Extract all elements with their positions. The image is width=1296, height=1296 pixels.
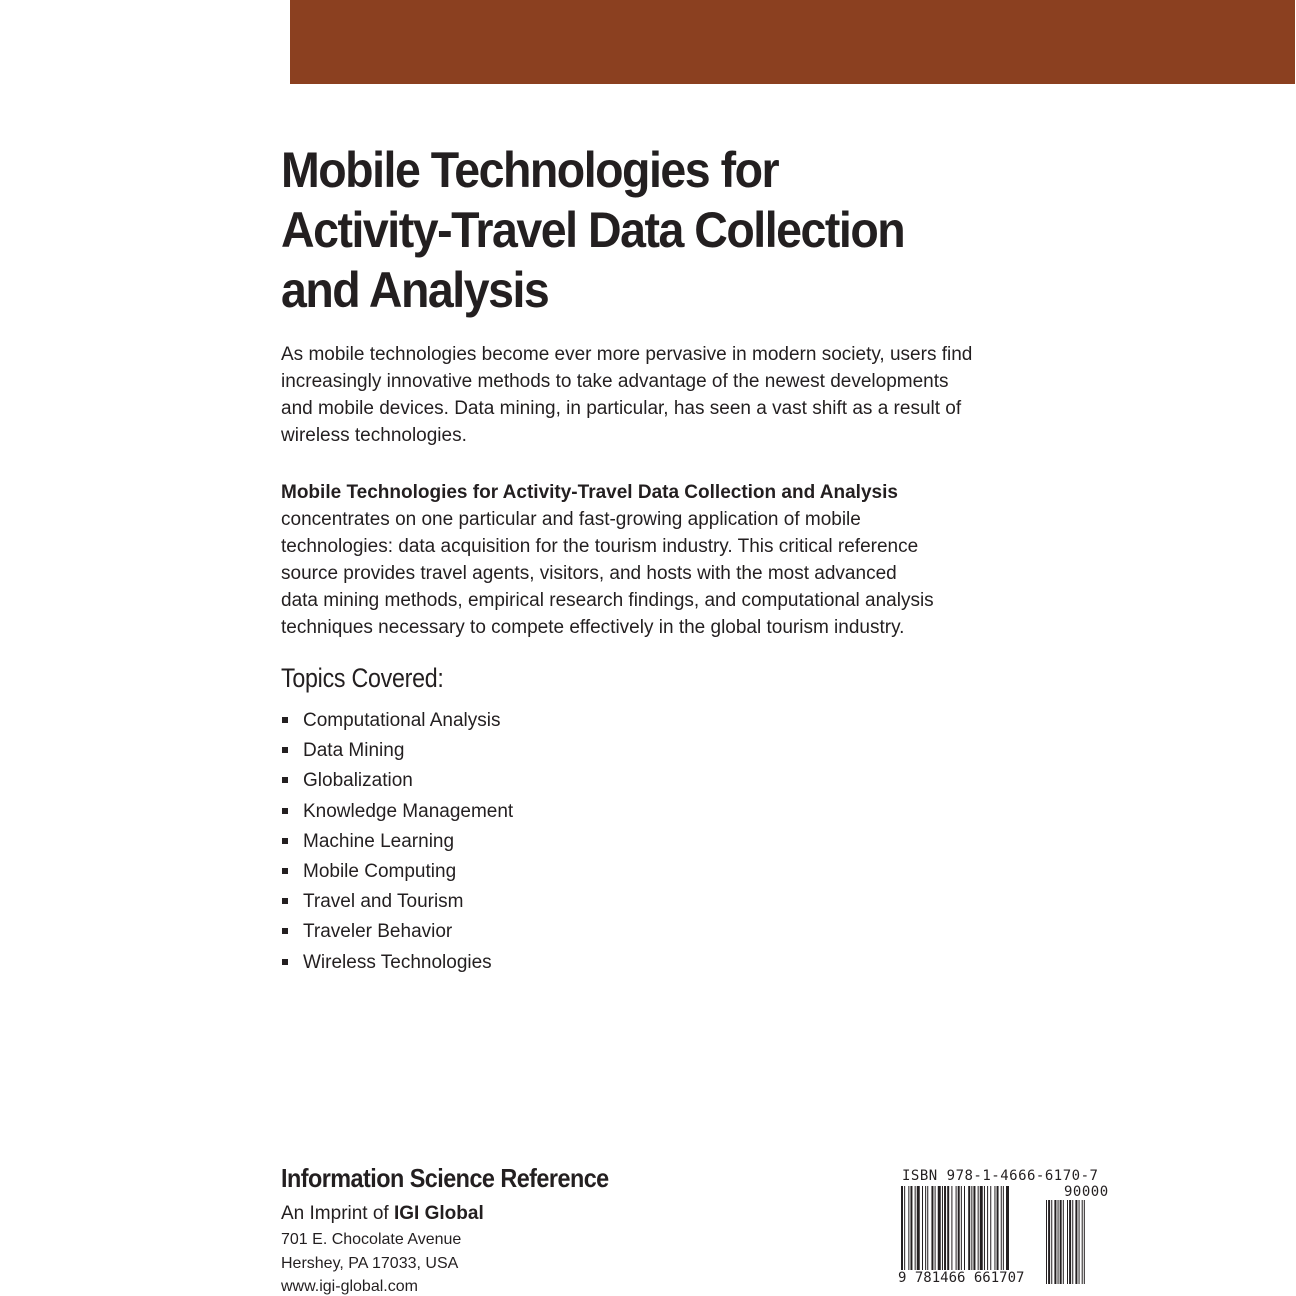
imprint-name: IGI Global [394, 1203, 484, 1224]
paragraph-line: wireless technologies. [281, 425, 467, 446]
paragraph-line: increasingly innovative methods to take advantage of the newest developments [281, 371, 949, 392]
barcode-addon-bar [1048, 1200, 1050, 1284]
barcode-bar [964, 1186, 965, 1274]
topic-item: Globalization [281, 766, 513, 796]
summary-paragraph [281, 479, 1041, 641]
square-bullet-icon [282, 868, 288, 874]
imprint-line: An Imprint of IGI Global [281, 1203, 484, 1224]
publisher-website: www.igi-global.com [281, 1278, 418, 1295]
barcode-bar [980, 1186, 983, 1274]
square-bullet-icon [282, 747, 288, 753]
barcode-bar [973, 1186, 975, 1274]
topic-item: Knowledge Management [281, 797, 513, 827]
barcode-bar [944, 1186, 946, 1274]
square-bullet-icon [282, 959, 288, 965]
barcode-bar [984, 1186, 985, 1274]
barcode-addon-bar [1069, 1200, 1071, 1284]
barcode-addon-bar [1046, 1200, 1047, 1284]
addon-price-code: 90000 [1064, 1184, 1109, 1200]
barcode-bar [901, 1186, 903, 1274]
publisher-name: Information Science Reference [281, 1163, 609, 1193]
barcode-bar [994, 1186, 995, 1274]
isbn-barcode [898, 1168, 1112, 1290]
paragraph-line: source provides travel agents, visitors, and hosts with the most advanced [281, 563, 897, 584]
barcode-addon-bar [1060, 1200, 1062, 1284]
topic-item: Traveler Behavior [281, 917, 513, 947]
barcode-bar [904, 1186, 905, 1274]
barcode-addon-bar [1051, 1200, 1052, 1284]
paragraph-line: As mobile technologies become ever more pervasive in modern society, users find [281, 344, 973, 365]
barcode-bar [1001, 1186, 1002, 1274]
barcode-bar [947, 1186, 949, 1274]
barcode-bar [1003, 1186, 1004, 1274]
summary-bold-title: Mobile Technologies for Activity-Travel Data Collection and Analysis [281, 482, 898, 503]
barcode-bar [978, 1186, 979, 1274]
topic-item: Wireless Technologies [281, 948, 513, 978]
paragraph-line: concentrates on one particular and fast-growing application of mobile [281, 509, 861, 530]
barcode-bar [917, 1186, 920, 1274]
topics-list [281, 706, 513, 978]
square-bullet-icon [282, 898, 288, 904]
topic-item: Travel and Tourism [281, 887, 513, 917]
barcode-bar [956, 1186, 957, 1274]
barcode-bar [931, 1186, 933, 1274]
barcode-addon-bar [1079, 1200, 1080, 1284]
barcode-bar [922, 1186, 923, 1274]
title-line: Activity-Travel Data Collection [281, 202, 905, 258]
barcode-bar [915, 1186, 916, 1274]
topic-item: Computational Analysis [281, 706, 513, 736]
barcode-digits: 9 781466 661707 [898, 1270, 1025, 1286]
barcode-addon-bar [1084, 1200, 1085, 1284]
barcode-addon-bar [1058, 1200, 1059, 1284]
barcode-bar [938, 1186, 941, 1274]
square-bullet-icon [282, 717, 288, 723]
book-title [281, 140, 988, 320]
square-bullet-icon [282, 928, 288, 934]
square-bullet-icon [282, 838, 288, 844]
paragraph-line: techniques necessary to compete effectively in the global tourism industry. [281, 617, 905, 638]
barcode-bar [958, 1186, 960, 1274]
barcode-addon-bar [1072, 1200, 1073, 1284]
topics-heading: Topics Covered: [281, 663, 444, 693]
barcode-bar [925, 1186, 926, 1274]
address-line: Hershey, PA 17033, USA [281, 1255, 459, 1272]
topic-item: Machine Learning [281, 827, 513, 857]
barcode-addon-bar [1063, 1200, 1064, 1284]
barcode-bar [927, 1186, 928, 1274]
address-line: 701 E. Chocolate Avenue [281, 1231, 462, 1248]
barcode-addon-bar [1082, 1200, 1083, 1284]
barcode-bar [1006, 1186, 1009, 1274]
square-bullet-icon [282, 808, 288, 814]
barcode-bar [968, 1186, 970, 1274]
paragraph-line: and mobile devices. Data mining, in particular, has seen a vast shift as a result of [281, 398, 962, 419]
barcode-addon-bar [1054, 1200, 1056, 1284]
topic-item: Data Mining [281, 736, 513, 766]
paragraph-line: data mining methods, empirical research findings, and computational analysis [281, 590, 934, 611]
barcode-bar [951, 1186, 952, 1274]
barcode-bar [997, 1186, 999, 1274]
barcode-bar [971, 1186, 972, 1274]
isbn-label: ISBN 978-1-4666-6170-7 [902, 1168, 1099, 1184]
barcode-addon-bar [1075, 1200, 1077, 1284]
cover-color-band [290, 0, 1295, 84]
barcode-addon-bar [1067, 1200, 1068, 1284]
description-paragraph [281, 341, 1041, 449]
barcode-bar [987, 1186, 988, 1274]
paragraph-line: technologies: data acquisition for the tourism industry. This critical reference [281, 536, 919, 557]
barcode-bar [910, 1186, 912, 1274]
barcode-bar [961, 1186, 962, 1274]
title-line: Mobile Technologies for [281, 142, 779, 198]
title-line: and Analysis [281, 262, 549, 318]
square-bullet-icon [282, 777, 288, 783]
barcode-bar [935, 1186, 936, 1274]
barcode-bar [942, 1186, 943, 1274]
topic-item: Mobile Computing [281, 857, 513, 887]
barcode-bar [990, 1186, 991, 1274]
barcode-bar [908, 1186, 909, 1274]
